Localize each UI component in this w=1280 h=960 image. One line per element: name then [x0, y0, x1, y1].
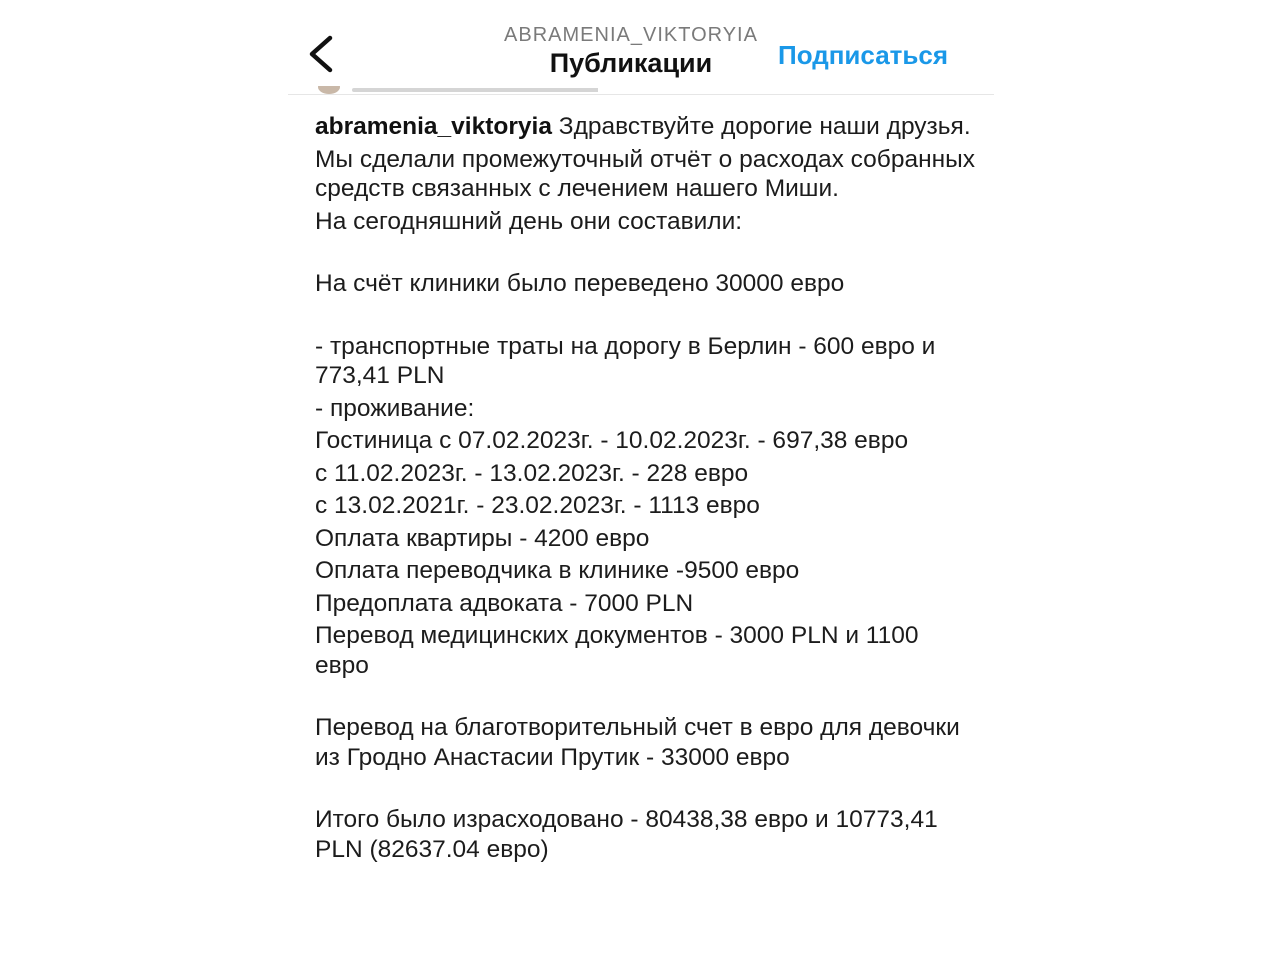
- top-navigation-bar: [288, 0, 994, 95]
- caption-line: Перевод медицинских документов - 3000 PLN и 1100 евро: [315, 622, 919, 679]
- caption-line: Предоплата адвоката - 7000 PLN: [315, 589, 694, 617]
- avatar: [318, 86, 340, 94]
- caption-line: - проживание:: [315, 394, 475, 422]
- caption-line: Перевод на благотворительный счет в евро для девочки из Гродно Анастасии Прутик - 33000 евро: [315, 714, 960, 771]
- caption-line: Мы сделали промежуточный отчёт о расходах собранных средств связанных с лечением нашего Миши.: [315, 145, 976, 202]
- author-username-link[interactable]: abramenia_viktoryia: [315, 113, 552, 140]
- header-account-name: ABRAMENIA_VIKTORYIA: [504, 24, 758, 46]
- caption-line: - транспортные траты на дорогу в Берлин - 600 евро и 773,41 PLN: [315, 332, 936, 389]
- caption-line: Гостиница с 07.02.2023г. - 10.02.2023г. - 697,38 евро: [315, 427, 909, 454]
- previous-post-row-partial: [318, 86, 598, 98]
- caption-total: Итого было израсходовано - 80438,38 евро и 10773,41 PLN (82637.04 евро): [315, 806, 938, 863]
- caption-line: с 13.02.2021г. - 23.02.2023г. - 1113 евро: [315, 492, 760, 519]
- follow-button[interactable]: Подписаться: [778, 40, 949, 70]
- caption-line: Оплата квартиры - 4200 евро: [315, 524, 650, 552]
- page-title: Публикации: [549, 48, 713, 78]
- caption-line: Оплата переводчика в клинике -9500 евро: [315, 557, 800, 584]
- caption-line: На счёт клиники было переведено 30000 евро: [315, 270, 845, 297]
- caption-intro: [315, 112, 975, 142]
- username-placeholder: [352, 88, 598, 92]
- caption-line: с 11.02.2023г. - 13.02.2023г. - 228 евро: [315, 459, 749, 487]
- post-caption: [315, 112, 975, 864]
- caption-greeting: Здравствуйте дорогие наши друзья.: [551, 113, 971, 140]
- caption-line: На сегодняшний день они составили:: [315, 207, 743, 235]
